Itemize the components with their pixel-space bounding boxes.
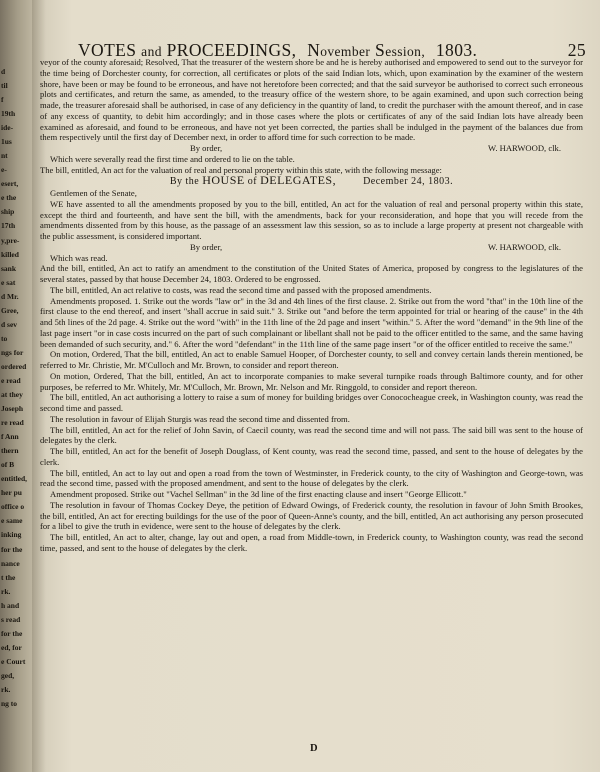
margin-fragment: ordered	[1, 362, 27, 371]
body-text	[40, 57, 583, 554]
margin-fragment: ide-	[1, 123, 14, 132]
header-year: 1803.	[435, 40, 478, 60]
margin-fragment: ged,	[1, 671, 15, 680]
margin-fragment: ngs for	[1, 348, 24, 357]
margin-fragment: e the	[1, 193, 17, 202]
margin-fragment: Joseph	[1, 404, 24, 413]
printer-signature-mark: D	[310, 743, 318, 754]
header-title: VOTES and PROCEEDINGS,	[78, 40, 297, 60]
margin-fragment: til	[1, 81, 8, 90]
paragraph: The bill, entitled, An act for the valuation of real and personal property within this state, with the following message:	[40, 164, 442, 175]
paragraph: The bill, entitled, An act authorising a lottery to raise a sum of money for building bridges over Conococheague creek, in Washington county, was read the second time and passed.	[40, 392, 583, 413]
margin-fragment: ship	[1, 207, 15, 216]
margin-fragment: her pu	[1, 488, 22, 497]
margin-fragment: 19th	[1, 109, 16, 118]
margin-fragment: f Ann	[1, 432, 19, 441]
margin-fragment: esert,	[1, 179, 19, 188]
margin-fragment: for the	[1, 629, 23, 638]
paragraph: The resolution in favour of Elijah Sturgis was read the second time and dissented from.	[50, 413, 350, 424]
house-heading: By the HOUSE of DELEGATES, December 24, 1803.	[169, 173, 454, 188]
margin-fragment: thern	[1, 446, 19, 455]
margin-fragment: killed	[1, 250, 19, 259]
margin-fragment: to	[1, 334, 8, 343]
margin-fragment: s read	[1, 615, 21, 624]
margin-fragment: nt	[1, 151, 8, 160]
margin-fragment: re read	[1, 418, 24, 427]
margin-fragment: e sat	[1, 278, 16, 287]
paragraph: Which were severally read the first time and ordered to lie on the table.	[50, 153, 295, 164]
paragraph: And the bill, entitled, An act to ratify an amendment to the constitution of the United States of America, proposed by congress to the legislatures of the several states, passed by that house December 24, 1803. Ordered to be engrossed.	[40, 263, 583, 284]
paragraph: veyor of the county aforesaid; Resolved, That the treasurer of the western shore be and he is hereby authorised and empowered to send out to the surveyor for the time being of Dorchester county, for correction, all certificates or plots of the said Indian lots, which, upon examination by the examiner of the western shore, have been or may be found to be erroneous, and have not heretofore been corrected; and that the said surveyor be authorised to correct such erroneous plots and certificates, and return the same, as amended, to the treasury office of the western shore, to be again examined, and upon such correction being made, the treasurer aforesaid shall be authorised, in case of any deficiency in the quantity of land, to credit the purchaser with the amount thereof, and in case of any excess of quantity, to debit him accordingly; and in those cases where the plots or certificates of any of the said Indian lots have already been examined as aforesaid, and found to be erroneous, and have not yet been corrected, the parties shall be indulged in the payment of the balances due from them respectively until the first day of December next, in order to afford time for such correction to be made.	[40, 57, 583, 143]
margin-fragment: ng to	[1, 699, 18, 708]
message-paragraph: WE have assented to all the amendments proposed by you to the bill, entitled, An act for the valuation of real and personal property within this state, except the third and fourteenth, and have sent the bill, with the amendments, back for your reconsideration, and hope that you will recede from the amendments dissented from by this house, as the passage of an assessment law this session, so as to include a large property at present not chargeable with the public assessment, is considered important.	[40, 198, 583, 241]
page-number: 25	[567, 40, 586, 60]
margin-fragment: for the	[1, 545, 23, 554]
header-session: November Session,	[307, 40, 426, 60]
paragraph: Amendments proposed. 1. Strike out the words "law or" in the 3d and 4th lines of the first clause. 2. Strike out from the word "that" in the 10th line of the first clause to the end thereof, and insert "shall accrue in said suit." 3. Strike out "and before the term appointed for trial or hearing of the cause" in the 4th and 5th lines of the 2d page. 4. Strike out the word "with" in the 11th line of the 2d page and insert "within." 5. After the word "demand" in the 9th line of the last page insert "or in case costs incurred on the part of such complainant or libellant shall not be paid to the officer entitled to the same, and the same having been demanded of such security, and." 6. After the word "defendant" in the 11th line of the same page insert "or of the officer entitled to receive the same."	[40, 295, 583, 349]
paragraph: Amendment proposed. Strike out "Vachel Sellman" in the 3d line of the first enacting clause and insert "George Ellicott."	[50, 489, 467, 499]
margin-fragment: nance	[1, 559, 20, 568]
margin-fragment: rk.	[1, 587, 11, 596]
margin-fragment: 17th	[1, 221, 16, 230]
paragraph: The bill, entitled, An act for the benefit of Joseph Douglass, of Kent county, was read the second time, passed, and sent to the house of delegates by the clerk.	[40, 446, 583, 467]
adjacent-page-margin	[0, 0, 32, 772]
paragraph: The bill, entitled, An act to lay out and open a road from the town of Westminster, in Frederick county, to the city of Washington and George-town, was read the second time, passed with the proposed amendment, and sent to the house of delegates by the clerk.	[40, 467, 583, 489]
margin-fragment: inking	[1, 530, 22, 539]
signature-line: By order, W. HARWOOD, clk.	[190, 143, 561, 153]
margin-fragment: d sev	[1, 320, 18, 329]
paragraph: On motion, Ordered, That the bill, entitled, An act to enable Samuel Hooper, of Dorchester county, to sell and convey certain lands therein mentioned, be referred to Mr. Christie, Mr. M'Culloch and Mr. Brown, to consider and report thereon.	[40, 349, 583, 370]
margin-fragment: rk.	[1, 685, 11, 694]
paragraph: The bill, entitled, An act for the relief of John Savin, of Caecil county, was read the second time and will not pass. The said bill was sent to the house of delegates by the clerk.	[40, 424, 583, 446]
margin-fragment: entitled,	[1, 474, 28, 483]
signature-line: By order, W. HARWOOD, clk.	[190, 241, 561, 252]
salutation: Gentlemen of the Senate,	[50, 188, 137, 198]
margin-fragment: sank	[1, 264, 17, 273]
paragraph: The resolution in favour of Thomas Cockey Deye, the petition of Edward Owings, of Frederick county, the resolution in favour of John Smith Brookes, the bill, entitled, An act for erecting buildings for the use of the poor of Queen-Anne's county, and the bill, entitled, An act authorising any person prosecuted for a libel to give the truth in evidence, were sent to the house of delegates by the clerk.	[40, 499, 583, 532]
document-page	[32, 0, 600, 772]
margin-fragment: d	[1, 67, 6, 76]
margin-fragment: e-	[1, 165, 7, 174]
paragraph: The bill, entitled, An act to alter, change, lay out and open, a road from Middle-town, in Frederick county, to Washington county, was read the second time, passed, and sent to the house of delegates by the clerk.	[40, 532, 583, 553]
margin-fragment: office o	[1, 502, 25, 511]
margin-fragment: 1us	[1, 137, 12, 146]
margin-fragment: d Mr.	[1, 292, 19, 301]
margin-fragment: y,pre-	[1, 236, 20, 245]
margin-fragment: h and	[1, 601, 20, 610]
margin-fragment: e same	[1, 516, 23, 525]
paragraph: On motion, Ordered, That the bill, entitled, An act to incorporate companies to make several turnpike roads through Baltimore county, and for other purposes, be referred to Mr. Whitely, Mr. M'Culloch, Mr. Brown, Mr. Nelson and Mr. Ringgold, to consider and report thereon.	[40, 370, 583, 392]
margin-fragment: Gree,	[1, 306, 19, 315]
paragraph: Which was read.	[50, 252, 108, 263]
margin-fragment: e Court	[1, 657, 26, 666]
margin-fragment: e read	[1, 376, 21, 385]
margin-fragment: t the	[1, 573, 16, 582]
margin-fragment: at they	[1, 390, 23, 399]
margin-fragment: of B	[1, 460, 15, 469]
margin-fragment: f	[1, 95, 4, 104]
paragraph: The bill, entitled, An act relative to costs, was read the second time and passed with the proposed amendments.	[50, 284, 432, 295]
margin-fragment: ed, for	[1, 643, 22, 652]
